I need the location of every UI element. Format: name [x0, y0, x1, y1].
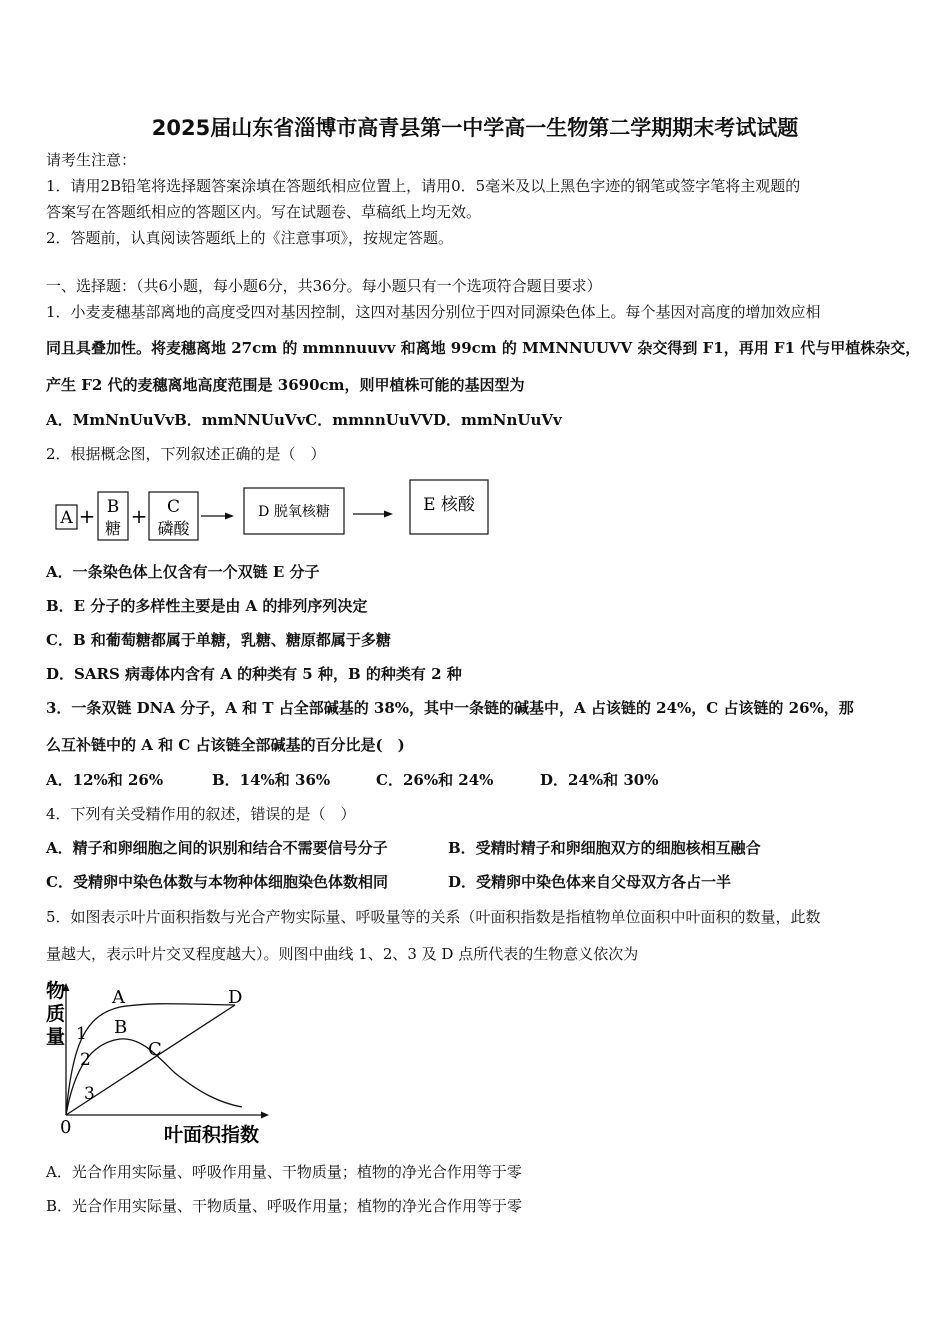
curve-2-label: 2 — [80, 1050, 91, 1070]
y-label-char2: 质 — [46, 1003, 66, 1025]
q3-stem-line2: 么互补链中的 A 和 C 占该链全部碱基的百分比是( ) — [46, 736, 405, 754]
concept-diagram — [50, 476, 500, 546]
q3-option-c: C．26%和 24% — [376, 771, 494, 789]
q2-option-c: C．B 和葡萄糖都属于单糖，乳糖、糖原都属于多糖 — [46, 631, 391, 649]
plus-sign-1: + — [78, 504, 96, 528]
curve-3-label: 3 — [84, 1084, 95, 1104]
y-label-char3: 量 — [46, 1026, 66, 1048]
q3-options-row — [46, 770, 658, 790]
arrow-d-e-head — [384, 511, 393, 518]
box-e-label: E 核酸 — [423, 495, 475, 515]
q4-options-row1 — [46, 838, 761, 858]
box-b-bottom-label: 糖 — [104, 519, 122, 538]
q1-options: A．MmNnUuVvB．mmNNUuVvC．mmnnUuVVD．mmNnUuVv — [46, 411, 562, 429]
section-heading: 一、选择题：（共6小题，每小题6分，共36分。每小题只有一个选项符合题目要求） — [46, 277, 602, 295]
page-title: 2025届山东省淄博市高青县第一中学高一生物第二学期期末考试试题 — [151, 116, 799, 140]
q3-option-a: A．12%和 26% — [46, 771, 164, 789]
q2-option-b: B．E 分子的多样性主要是由 A 的排列序列决定 — [46, 597, 368, 615]
q4-options-row2 — [46, 872, 731, 892]
curve-1-label: 1 — [76, 1024, 87, 1044]
box-d-label: D 脱氧核糖 — [258, 504, 330, 520]
point-c-label: C — [148, 1039, 162, 1060]
q5-option-a: A．光合作用实际量、呼吸作用量、干物质量；植物的净光合作用等于零 — [46, 1163, 522, 1181]
q3-option-d: D．24%和 30% — [540, 771, 659, 789]
x-axis-arrow — [261, 1112, 269, 1119]
q1-stem-line3: 产生 F2 代的麦穗离地高度范围是 3690cm，则甲植株可能的基因型为 — [46, 376, 525, 394]
plus-sign-2: + — [130, 504, 148, 528]
leaf-area-graph — [40, 975, 275, 1150]
q4-option-a: A．精子和卵细胞之间的识别和结合不需要信号分子 — [46, 839, 388, 857]
point-b-label: B — [114, 1017, 128, 1038]
q3-stem-line1: 3．一条双链 DNA 分子，A 和 T 占全部碱基的 38%，其中一条链的碱基中，A 占该链的 24%，C 占该链的 26%，那 — [46, 699, 854, 717]
q5-option-b: B．光合作用实际量、干物质量、呼吸作用量；植物的净光合作用等于零 — [46, 1197, 523, 1215]
arrow-c-d-head — [225, 513, 234, 520]
box-a-label: A — [60, 508, 73, 528]
q5-stem-line1: 5．如图表示叶片面积指数与光合产物实际量、呼吸量等的关系（叶面积指数是指植物单位面积中叶面积的数量，此数 — [46, 908, 821, 926]
y-label-char1: 物 — [46, 980, 66, 1002]
point-a-label: A — [112, 987, 125, 1008]
q2-option-a: A．一条染色体上仅含有一个双链 E 分子 — [46, 563, 320, 581]
q1-stem-line2: 同且具叠加性。将麦穗离地 27cm 的 mmnnuuvv 和离地 99cm 的 MMNNUUVV 杂交得到 F1，再用 F1 代与甲植株杂交， — [46, 339, 921, 357]
q3-option-b: B．14%和 36% — [212, 771, 331, 789]
notice-item1-line1: 1．请用2B铅笔将选择题答案涂填在答题纸相应位置上，请用0．5毫米及以上黑色字迹的钢笔或签字笔将主观题的 — [46, 177, 801, 195]
q5-stem-line2: 量越大，表示叶片交叉程度越大）。则图中曲线 1、2、3 及 D 点所代表的生物意义依次为 — [46, 945, 639, 963]
q2-option-d: D．SARS 病毒体内含有 A 的种类有 5 种，B 的种类有 2 种 — [46, 665, 462, 683]
q4-stem: 4．下列有关受精作用的叙述，错误的是（ ） — [46, 805, 356, 823]
notice-item2: 2．答题前，认真阅读答题纸上的《注意事项》，按规定答题。 — [46, 229, 454, 247]
notice-item1-line2: 答案写在答题纸相应的答题区内。写在试题卷、草稿纸上均无效。 — [46, 203, 482, 221]
q2-stem: 2．根据概念图，下列叙述正确的是（ ） — [46, 445, 326, 463]
box-c-bottom-label: 磷酸 — [157, 519, 190, 538]
x-label: 叶面积指数 — [164, 1124, 260, 1146]
q4-option-c: C．受精卵中染色体数与本物种体细胞染色体数相同 — [46, 873, 388, 891]
q1-stem-line1: 1．小麦麦穗基部离地的高度受四对基因控制，这四对基因分别位于四对同源染色体上。每个基因对高度的增加效应相 — [46, 303, 821, 321]
notice-heading: 请考生注意： — [46, 151, 137, 169]
point-d-label: D — [228, 987, 243, 1008]
origin-label: 0 — [60, 1117, 72, 1138]
box-c-top-label: C — [166, 497, 181, 517]
q4-option-d: D．受精卵中染色体来自父母双方各占一半 — [448, 873, 732, 891]
box-b-top-label: B — [106, 497, 120, 517]
q4-option-b: B．受精时精子和卵细胞双方的细胞核相互融合 — [448, 839, 761, 857]
